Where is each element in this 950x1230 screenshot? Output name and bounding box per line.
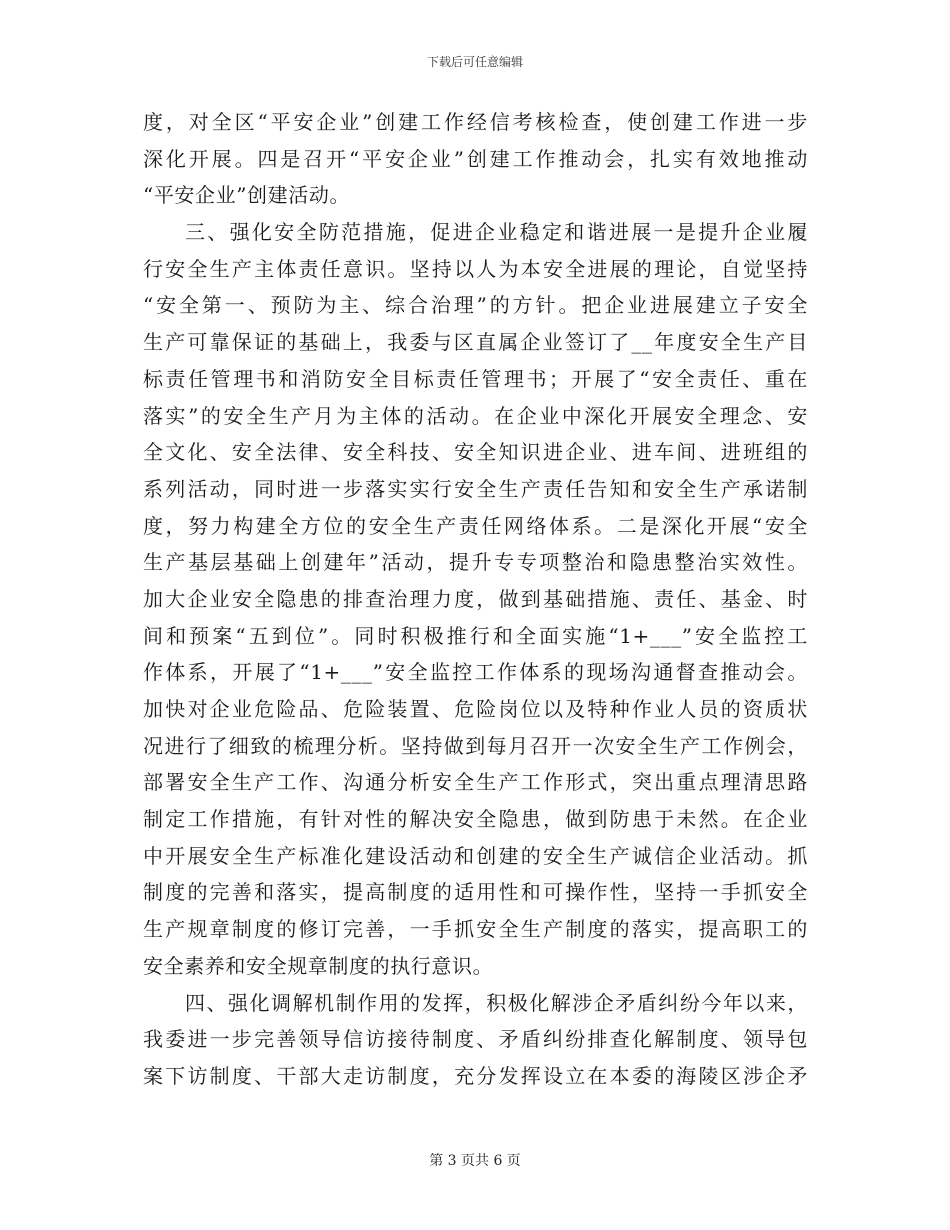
paragraph-line: 行安全生产主体责任意识。坚持以人为本安全进展的理论，自觉坚持 — [143, 256, 808, 281]
paragraph-line: 落实”的安全生产月为主体的活动。在企业中深化开展安全理念、安 — [143, 403, 808, 428]
page-header: 下载后可任意编辑 — [426, 55, 523, 69]
paragraph-line: 制定工作措施，有针对性的解决安全隐患，做到防患于未然。在企业 — [143, 807, 808, 832]
paragraph-line: 我委进一步完善领导信访接待制度、矛盾纠纷排查化解制度、领导包 — [143, 1027, 808, 1052]
paragraph-line: 案下访制度、干部大走访制度，充分发挥设立在本委的海陵区涉企矛 — [143, 1063, 808, 1088]
page-number: 第 3 页共 6 页 — [429, 1153, 521, 1169]
paragraph-line: 生产基层基础上创建年”活动，提升专专项整治和隐患整治实效性。 — [143, 550, 808, 575]
paragraph-line: 四、强化调解机制作用的发挥，积极化解涉企矛盾纠纷今年以来， — [185, 990, 808, 1015]
paragraph-line: “平安企业”创建活动。 — [143, 183, 351, 208]
paragraph-line: 加大企业安全隐患的排查治理力度，做到基础措施、责任、基金、时 — [143, 586, 808, 611]
paragraph-line: 间和预案“五到位”。同时积极推行和全面实施“1+___”安全监控工 — [143, 623, 808, 648]
paragraph-line: 深化开展。四是召开“平安企业”创建工作推动会，扎实有效地推动 — [143, 146, 808, 171]
paragraph-line: 生产规章制度的修订完善，一手抓安全生产制度的落实，提高职工的 — [143, 917, 808, 942]
paragraph-line: “安全第一、预防为主、综合治理”的方针。把企业进展建立子安全 — [143, 293, 808, 318]
paragraph-line: 系列活动，同时进一步落实实行安全生产责任告知和安全生产承诺制 — [143, 476, 808, 501]
paragraph-line: 度，努力构建全方位的安全生产责任网络体系。二是深化开展“安全 — [143, 513, 808, 538]
paragraph-line: 部署安全生产工作、沟通分析安全生产工作形式，突出重点理清思路 — [143, 770, 808, 795]
document-body — [143, 104, 808, 1095]
paragraph-line: 全文化、安全法律、安全科技、安全知识进企业、进车间、进班组的 — [143, 440, 808, 465]
paragraph-line: 制度的完善和落实，提高制度的适用性和可操作性，坚持一手抓安全 — [143, 880, 808, 905]
paragraph-line: 安全素养和安全规章制度的执行意识。 — [143, 953, 494, 978]
paragraph-line: 度，对全区“平安企业”创建工作经信考核检查，使创建工作进一步 — [143, 110, 808, 134]
paragraph-line: 况进行了细致的梳理分析。坚持做到每月召开一次安全生产工作例会， — [143, 733, 808, 758]
paragraph-line: 标责任管理书和消防安全目标责任管理书；开展了“安全责任、重在 — [143, 366, 808, 391]
paragraph-line: 三、强化安全防范措施，促进企业稳定和谐进展一是提升企业履 — [185, 220, 808, 245]
paragraph-line: 加快对企业危险品、危险装置、危险岗位以及特种作业人员的资质状 — [143, 697, 808, 721]
paragraph-line: 生产可靠保证的基础上，我委与区直属企业签订了__年度安全生产目 — [143, 330, 808, 355]
paragraph-line: 中开展安全生产标准化建设活动和创建的安全生产诚信企业活动。抓 — [143, 843, 808, 868]
paragraph-line: 作体系，开展了“1+___”安全监控工作体系的现场沟通督查推动会。 — [143, 660, 808, 685]
